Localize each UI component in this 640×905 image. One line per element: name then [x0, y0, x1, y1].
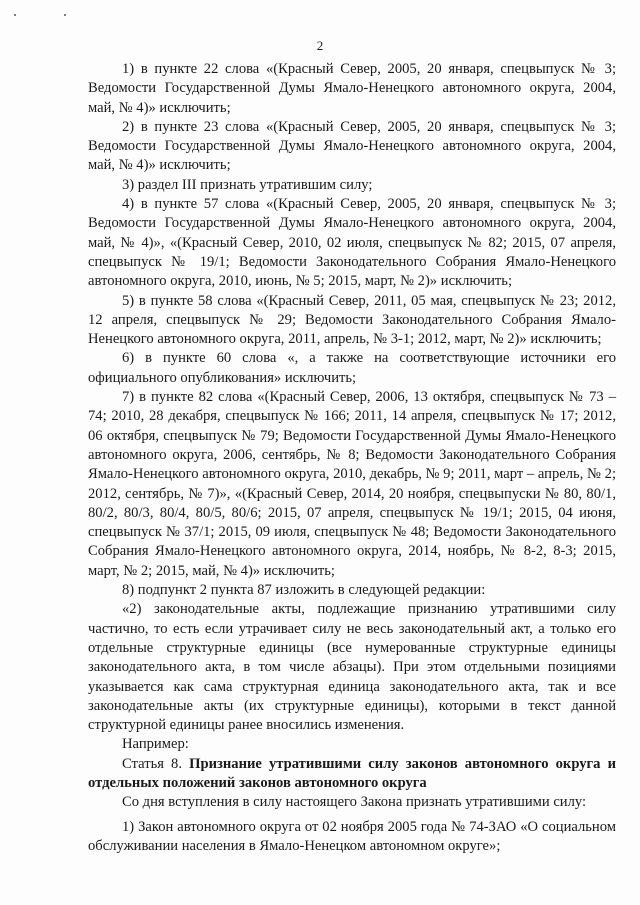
list-item: 3) раздел III признать утратившим силу;	[122, 176, 373, 193]
article-prefix: Статья 8.	[122, 755, 190, 772]
list-item: 2) в пункте 23 слова «(Красный Север, 2005, 20 января, спецвыпуск № 3; Ведомости Государственной Думы Ямало-Ненецкого автономного округа, 2004, май, № 4)» исключить;	[88, 118, 616, 174]
list-item: 8) подпункт 2 пункта 87 изложить в следующей редакции:	[122, 582, 486, 599]
article-intro: Со дня вступления в силу настоящего Закона признать утратившими силу:	[122, 794, 587, 811]
list-item: 5) в пункте 58 слова «(Красный Север, 2011, 05 мая, спецвыпуск № 23; 2012, 12 апреля, спецвыпуск № 29; Ведомости Законодательного Собрания Ямало-Ненецкого автономного округа, 2011, апрель, № 3-1; 2012, март, № 2)» исключить;	[88, 292, 616, 348]
example-label: Например:	[122, 736, 189, 753]
quoted-text: «2) законодательные акты, подлежащие признанию утратившими силу частично, то есть если утрачивает силу не весь законодательный акт, а только его отдельные структурные единицы (все нумерованные структурные единицы законодательного акта, в том числе абзацы). При этом отдельными позициями указывается как сама структурная единица законодательного акта, так и все законодательные акты (их структурные единицы), которыми в текст данной структурной единицы ранее вносились изменения.	[88, 601, 616, 734]
article-title: Признание утратившими силу законов автономного округа и отдельных положений законов автономного округа	[88, 755, 616, 791]
page-number: 2	[316, 38, 324, 53]
article-item: 1) Закон автономного округа от 02 ноября 2005 года № 74-ЗАО «О социальном обслуживании населения в Ямало-Ненецком автономном округе»;	[88, 818, 616, 854]
article-heading	[88, 755, 616, 794]
document-body	[88, 60, 616, 856]
scan-speck	[64, 14, 66, 16]
list-item: 4) в пункте 57 слова «(Красный Север, 2005, 20 января, спецвыпуск № 3; Ведомости Государственной Думы Ямало-Ненецкого автономного округа, 2004, май, № 4)», «(Красный Север, 2010, 02 июля, спецвыпуск № 82; 2015, 07 апреля, спецвыпуск № 19/1; Ведомости Законодательного Собрания Ямало-Ненецкого автономного округа, 2010, июнь, № 5; 2015, март, № 2)» исключить;	[88, 196, 616, 290]
list-item: 7) в пункте 82 слова «(Красный Север, 2006, 13 октября, спецвыпуск № 73 – 74; 2010, 28 декабря, спецвыпуск № 166; 2011, 14 апреля, спецвыпуск № 17; 2012, 06 октября, спецвыпуск № 79; Ведомости Государственной Думы Ямало-Ненецкого автономного округа, 2006, сентябрь, № 8; Ведомости Законодательного Собрания Ямало-Ненецкого автономного округа, 2010, декабрь, № 9; 2011, март – апрель, № 2; 2012, сентябрь, № 7)», «(Красный Север, 2014, 20 ноября, спецвыпуски № 80, 80/1, 80/2, 80/3, 80/4, 80/5, 80/6; 2015, 07 апреля, спецвыпуск № 19/1; 2015, 04 июня, спецвыпуск № 37/1; 2015, 09 июля, спецвыпуск № 48; Ведомости Законодательного Собрания Ямало-Ненецкого автономного округа, 2014, ноябрь, № 8-2, 8-3; 2015, март, № 2; 2015, май, № 4)» исключить;	[88, 389, 616, 579]
list-item: 1) в пункте 22 слова «(Красный Север, 2005, 20 января, спецвыпуск № 3; Ведомости Государственной Думы Ямало-Ненецкого автономного округа, 2004, май, № 4)» исключить;	[88, 61, 616, 116]
list-item: 6) в пункте 60 слова «, а также на соответствующие источники его официального опубликования» исключить;	[88, 350, 616, 386]
scan-speck	[14, 14, 16, 16]
